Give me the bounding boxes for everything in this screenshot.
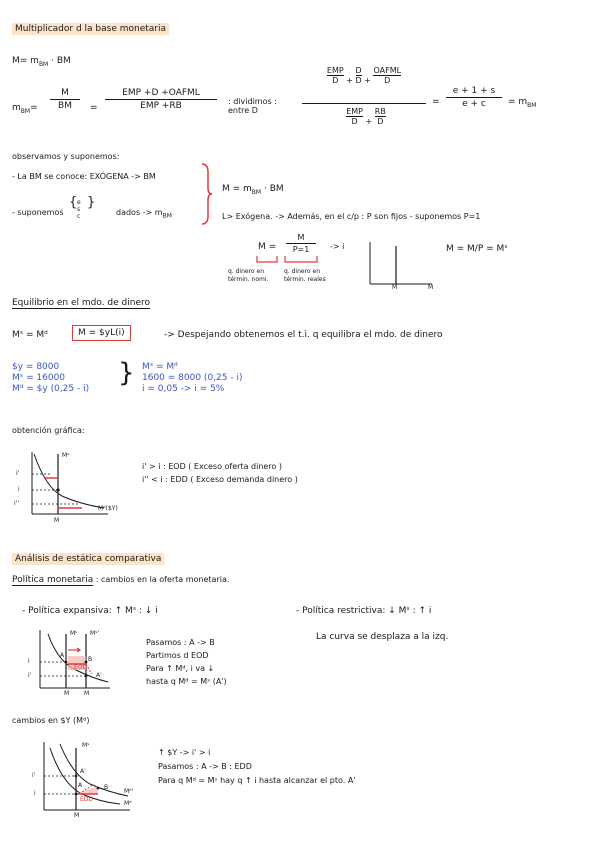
fraction-m-over-bm: M BM bbox=[50, 88, 80, 111]
arrow-i-label: -> i bbox=[330, 242, 345, 251]
money-supply-equation: $M = m_{BM}$ · BM bbox=[222, 184, 284, 196]
axis-label-mbar: M bbox=[392, 284, 398, 291]
fraction-emp-expression: EMP +D +OAFML EMP +RB bbox=[105, 88, 217, 111]
label-i-prime: i' bbox=[16, 470, 20, 477]
given-brace: } bbox=[118, 358, 135, 388]
equilibrium-graph bbox=[20, 450, 110, 525]
exp-point-a: A bbox=[60, 652, 65, 659]
label-i-double-prime: i'' bbox=[14, 500, 19, 507]
label-i: i bbox=[18, 486, 20, 493]
brace-parameters: { e s c } bbox=[69, 195, 96, 220]
inc-label-edd: EDD bbox=[80, 796, 94, 803]
exp-label-ms-prime: Mˢ' bbox=[90, 630, 100, 637]
inc-label-md-prime: Mᵈ' bbox=[124, 788, 134, 795]
real-money-fraction: M P=1 bbox=[286, 233, 316, 254]
money-definition: $M= m_{BM}$ · BM bbox=[12, 56, 71, 68]
note-real: q. dinero en términ. reales bbox=[284, 268, 326, 283]
equals-sign: = bbox=[432, 97, 440, 107]
division-note: : dividimos : entre D bbox=[228, 97, 277, 115]
exp-label-i-prime: i' bbox=[28, 672, 32, 679]
inc-label-i: i bbox=[34, 790, 36, 797]
exp-label-m1: M bbox=[64, 690, 70, 697]
solution-steps: Mˢ = Mᵈ 1600 = 8000 (0,25 - i) i = 0,05 -> i = 5% bbox=[142, 362, 243, 394]
inc-point-a-prime: A' bbox=[80, 768, 86, 775]
inc-label-i-prime: i' bbox=[32, 772, 36, 779]
equilibrium-title: Equilibrio en el mdo. de dinero bbox=[12, 298, 151, 308]
equals-sign: = bbox=[90, 103, 98, 113]
observation-multiplier: dados -> $m_{BM}$ bbox=[116, 208, 172, 220]
real-money-lhs: M = bbox=[258, 242, 277, 252]
page-title: Multiplicador d la base monetaria bbox=[12, 24, 169, 34]
income-change-graph bbox=[34, 740, 134, 824]
mbm-result: = $m_{BM}$ bbox=[508, 97, 537, 109]
exp-label-m2: M bbox=[84, 690, 90, 697]
observation-assumption: - suponemos bbox=[12, 208, 64, 217]
compound-denominator: EMP D + $\frac{RB}{D}$ bbox=[346, 107, 386, 126]
inc-label-ms: Mˢ bbox=[82, 742, 90, 749]
exp-point-a-prime: A' bbox=[96, 672, 102, 679]
inc-point-a: A bbox=[78, 782, 83, 789]
comparative-title: Análisis de estática comparativa bbox=[12, 554, 164, 564]
expansive-notes: Pasamos : A -> B Partimos d EOD Para ↑ Mᵈ, i va ↓ hasta q Mᵈ = Mˢ (A') bbox=[146, 638, 227, 686]
fraction-final-result: e + 1 + s e + c bbox=[446, 86, 502, 109]
restrictive-policy: - Política restrictiva: ↓ Mˢ : ↑ i bbox=[296, 606, 432, 616]
observations-title: observamos y suponemos: bbox=[12, 152, 120, 161]
exp-label-ms: Mˢ bbox=[70, 630, 78, 637]
compound-numerator: EMP D + $\frac{D}{D}$ + OAFML D bbox=[326, 66, 402, 85]
exp-label-eod: EOD bbox=[74, 664, 88, 671]
expansive-policy-graph bbox=[30, 628, 112, 700]
restrictive-note: La curva se desplaza a la izq. bbox=[316, 632, 449, 642]
income-title: cambios en $Y (Mᵈ) bbox=[12, 716, 90, 725]
label-ms: Mˢ bbox=[62, 452, 70, 459]
compound-fraction-bar bbox=[302, 103, 426, 104]
exp-point-b: B bbox=[88, 656, 93, 663]
axis-label-m: M bbox=[428, 284, 434, 291]
money-demand-box: M = $yL(i) bbox=[72, 325, 131, 341]
label-mbar: M bbox=[54, 517, 60, 524]
equilibrium-condition: Mˢ = Mᵈ bbox=[12, 330, 48, 340]
given-values: $y = 8000 Mˢ = 16000 Mᵈ = $y (0,25 - i) bbox=[12, 362, 90, 394]
observation-exogenous: - La BM se conoce: EXÓGENA -> BM bbox=[12, 172, 156, 181]
inc-label-md: Mᵈ bbox=[124, 800, 132, 807]
inc-label-m: M bbox=[74, 812, 80, 819]
red-underline-brackets bbox=[255, 256, 319, 266]
expansive-policy: - Política expansiva: ↑ Mˢ : ↓ i bbox=[22, 606, 158, 616]
policy-line: Política monetaria : cambios en la oferta monetaria. bbox=[12, 575, 230, 585]
inc-point-b: B bbox=[104, 784, 109, 791]
income-notes: ↑ $Y -> i' > i Pasamos : A -> B : EDD Para q Mᵈ = Mˢ hay q ↑ i hasta alcanzar el pto. A' bbox=[158, 748, 356, 785]
red-brace bbox=[200, 162, 214, 226]
exp-label-i: i bbox=[28, 658, 30, 665]
real-supply-equation: M = M/P = Mˢ bbox=[446, 244, 508, 254]
equilibrium-explanation: -> Despejando obtenemos el t.i. q equilibra el mdo. de dinero bbox=[164, 330, 443, 340]
label-md: Mᵈ($Y) bbox=[98, 505, 118, 512]
graphic-title: obtención gráfica: bbox=[12, 426, 85, 435]
graphic-notes: i' > i : EOD ( Exceso oferta dinero ) i'' < i : EDD ( Exceso demanda dinero ) bbox=[142, 462, 298, 484]
exogenous-note: L> Exógena. -> Además, en el c/p : P son fijos - suponemos P=1 bbox=[222, 212, 481, 221]
mbm-lhs: $m_{BM}=$ bbox=[12, 103, 38, 115]
vertical-supply-graph bbox=[366, 240, 436, 290]
note-nominal: q. dinero en términ. nomi. bbox=[228, 268, 269, 283]
